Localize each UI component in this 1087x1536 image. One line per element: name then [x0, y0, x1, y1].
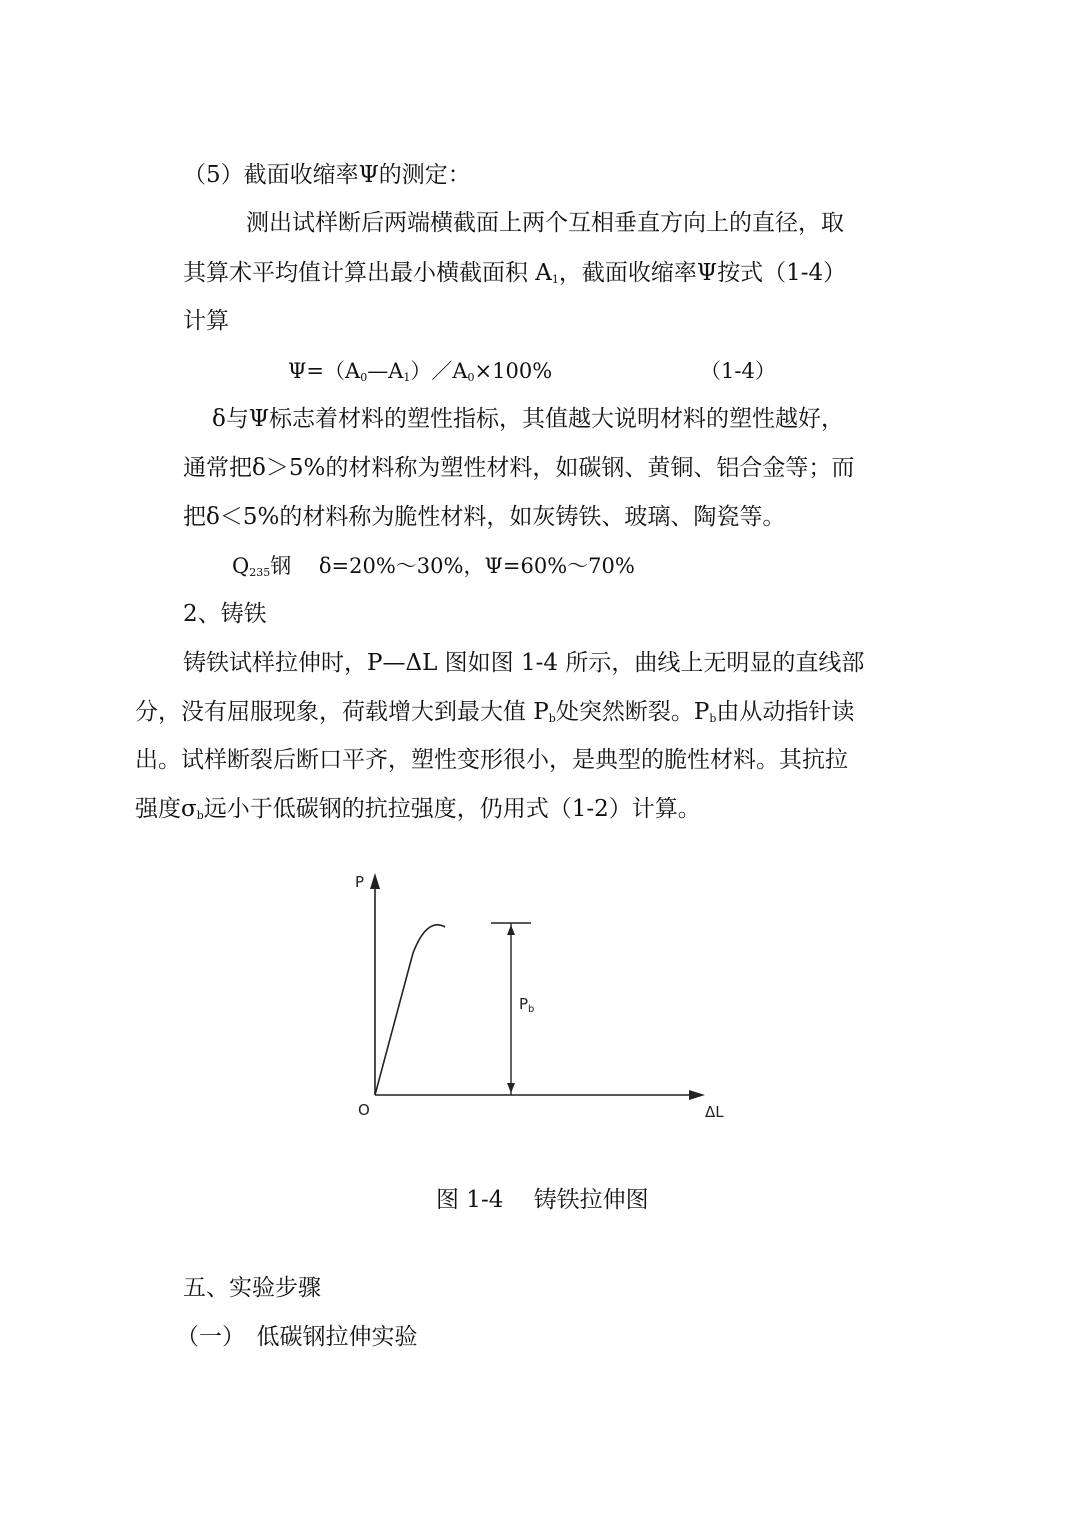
- para2-line1: δ与Ψ标志着材料的塑性指标，其值越大说明材料的塑性越好，: [212, 406, 845, 432]
- cast-iron-line2-c: 由从动指针读: [716, 699, 855, 725]
- para1-line3: 计算: [183, 308, 229, 334]
- origin-label: O: [358, 1101, 370, 1119]
- cast-iron-line4-sub: b: [196, 809, 204, 822]
- section5-heading: （5）截面收缩率Ψ的测定：: [183, 162, 471, 188]
- formula-part4: ×100%: [474, 359, 553, 383]
- cast-iron-line1: 铸铁试样拉伸时，P—ΔL 图如图 1-4 所示，曲线上无明显的直线部: [183, 650, 865, 676]
- formula-sub0: 0: [360, 371, 368, 384]
- y-axis-label: P: [355, 873, 365, 891]
- formula-sub1: 1: [403, 371, 411, 384]
- cast-iron-line4-a: 强度σ: [135, 796, 197, 822]
- q235-q: Q: [232, 554, 250, 578]
- para1-line2-b: ，截面收缩率Ψ按式（1-4）: [558, 260, 847, 286]
- formula-part2: —A: [367, 359, 404, 383]
- q235-rest: 钢 δ=20%～30%，Ψ=60%～70%: [270, 554, 635, 578]
- tension-diagram: [355, 865, 747, 1135]
- formula-1-4: [288, 356, 552, 393]
- para1-line2-a: 其算术平均值计算出最小横截面积 A: [183, 260, 552, 286]
- figure-caption: 图 1-4 铸铁拉伸图: [436, 1187, 649, 1213]
- cast-iron-heading: 2、铸铁: [183, 601, 267, 627]
- para2-line2: 通常把δ＞5%的材料称为塑性材料，如碳钢、黄铜、铝合金等；而: [183, 455, 855, 481]
- section-five-heading: 五、实验步骤: [183, 1275, 321, 1301]
- cast-iron-line2: [135, 697, 854, 734]
- cast-iron-line2-a: 分，没有屈服现象，荷载增大到最大值 P: [135, 699, 549, 725]
- para1-line1: 测出试样断后两端横截面上两个互相垂直方向上的直径，取: [246, 210, 844, 236]
- cast-iron-line2-sub1: b: [548, 712, 556, 725]
- x-axis-label: ΔL: [705, 1103, 724, 1121]
- cast-iron-line2-sub2: b: [709, 712, 717, 725]
- para1-line2: [183, 258, 846, 295]
- section-five-subheading: （一） 低碳钢拉伸实验: [176, 1324, 418, 1350]
- cast-iron-line4-b: 远小于低碳钢的抗拉强度，仍用式（1-2）计算。: [203, 796, 701, 822]
- cast-iron-line4: [135, 794, 701, 831]
- q235-sub: 235: [249, 566, 271, 579]
- para1-line2-sub: 1: [551, 273, 559, 286]
- pb-label-sub: b: [528, 1004, 535, 1015]
- formula-sub2: 0: [467, 371, 475, 384]
- cast-iron-line2-b: 处突然断裂。P: [555, 699, 710, 725]
- figure-cast-iron-tension: [355, 865, 747, 1135]
- cast-iron-line3: 出。试样断裂后断口平齐，塑性变形很小，是典型的脆性材料。其抗拉: [135, 747, 848, 773]
- formula-number: （1-4）: [700, 359, 776, 383]
- pb-label-main: P: [519, 995, 529, 1013]
- formula-part1: Ψ=（A: [288, 359, 361, 383]
- formula-part3: ）／A: [410, 359, 468, 383]
- para2-line3: 把δ＜5%的材料称为脆性材料，如灰铸铁、玻璃、陶瓷等。: [183, 504, 786, 530]
- q235-line: [232, 551, 635, 588]
